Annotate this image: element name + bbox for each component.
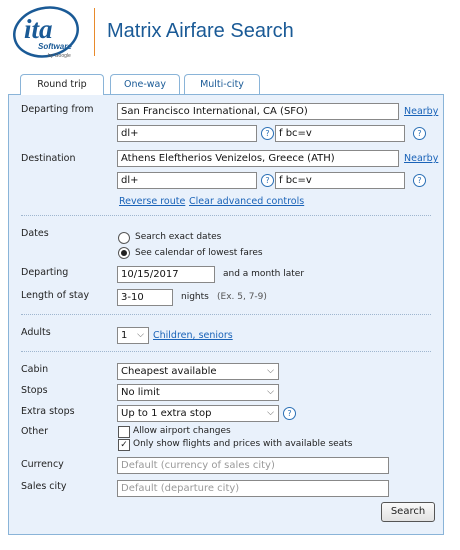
destination-label: Destination [21, 153, 76, 164]
origin-input[interactable] [117, 103, 399, 120]
destination-extension-help-icon[interactable]: ? [413, 174, 426, 187]
children-seniors-link[interactable]: Children, seniors [153, 330, 233, 341]
logo-text: ita [24, 14, 53, 44]
sales-city-input[interactable] [117, 480, 389, 497]
origin-nearby-link[interactable]: Nearby [404, 106, 439, 117]
chevron-down-icon: ⌵ [267, 408, 274, 418]
search-button[interactable]: Search [381, 502, 435, 522]
departing-label: Departing [21, 267, 69, 278]
available-seats-checkbox[interactable]: ✓ [118, 439, 130, 451]
destination-nearby-link[interactable]: Nearby [404, 153, 439, 164]
tab-multi-city[interactable]: Multi-city [184, 74, 260, 94]
origin-extension-input[interactable] [275, 125, 405, 142]
origin-routing-input[interactable] [117, 125, 257, 142]
calendar-fares-label: See calendar of lowest fares [135, 248, 263, 258]
cabin-value: Cheapest available [121, 366, 217, 377]
destination-input[interactable] [117, 150, 399, 167]
cabin-select[interactable] [117, 363, 279, 380]
allow-airport-changes-checkbox[interactable] [118, 426, 130, 438]
clear-advanced-controls-link[interactable]: Clear advanced controls [189, 196, 305, 207]
length-of-stay-input[interactable] [117, 289, 173, 306]
chevron-down-icon: ⌵ [267, 366, 274, 376]
adults-select[interactable] [117, 327, 149, 344]
extra-stops-label: Extra stops [21, 406, 75, 417]
section-divider [21, 215, 431, 216]
origin-extension-help-icon[interactable]: ? [413, 127, 426, 140]
cabin-label: Cabin [21, 364, 49, 375]
sales-city-label: Sales city [21, 481, 67, 492]
chevron-down-icon: ⌵ [137, 330, 144, 340]
departing-range-text: and a month later [223, 269, 305, 279]
stops-value: No limit [121, 387, 160, 398]
calendar-fares-radio[interactable] [118, 247, 130, 259]
logo-sub: Software [38, 42, 72, 51]
length-of-stay-label: Length of stay [21, 290, 90, 301]
section-divider [21, 351, 431, 352]
destination-routing-input[interactable] [117, 172, 257, 189]
origin-routing-help-icon[interactable]: ? [261, 127, 274, 140]
stops-select[interactable] [117, 384, 279, 401]
departing-date-input[interactable] [117, 266, 215, 283]
ita-software-logo [10, 2, 90, 64]
dates-label: Dates [21, 228, 49, 239]
exact-dates-radio[interactable] [118, 232, 130, 244]
reverse-route-link[interactable]: Reverse route [119, 196, 186, 207]
adults-value: 1 [121, 330, 128, 341]
page-title: Matrix Airfare Search [107, 20, 294, 42]
allow-airport-changes-label: Allow airport changes [133, 426, 231, 436]
header-divider [94, 8, 95, 56]
adults-label: Adults [21, 327, 51, 338]
chevron-down-icon: ⌵ [267, 387, 274, 397]
currency-input[interactable] [117, 457, 389, 474]
other-label: Other [21, 426, 48, 437]
extra-stops-select[interactable] [117, 405, 279, 422]
destination-extension-input[interactable] [275, 172, 405, 189]
search-form-panel [8, 94, 444, 535]
logo-by: by Google [48, 53, 71, 59]
exact-dates-label: Search exact dates [135, 232, 222, 242]
currency-label: Currency [21, 459, 64, 470]
extra-stops-value: Up to 1 extra stop [121, 408, 212, 419]
available-seats-label: Only show flights and prices with available seats [133, 439, 353, 449]
tab-round-trip[interactable]: Round trip [20, 74, 104, 95]
destination-routing-help-icon[interactable]: ? [261, 174, 274, 187]
length-of-stay-hint: (Ex. 5, 7-9) [217, 292, 267, 302]
nights-label: nights [181, 292, 209, 302]
departing-from-label: Departing from [21, 104, 94, 115]
stops-label: Stops [21, 385, 48, 396]
tab-one-way[interactable]: One-way [110, 74, 180, 94]
section-divider [21, 314, 431, 315]
extra-stops-help-icon[interactable]: ? [283, 407, 296, 420]
